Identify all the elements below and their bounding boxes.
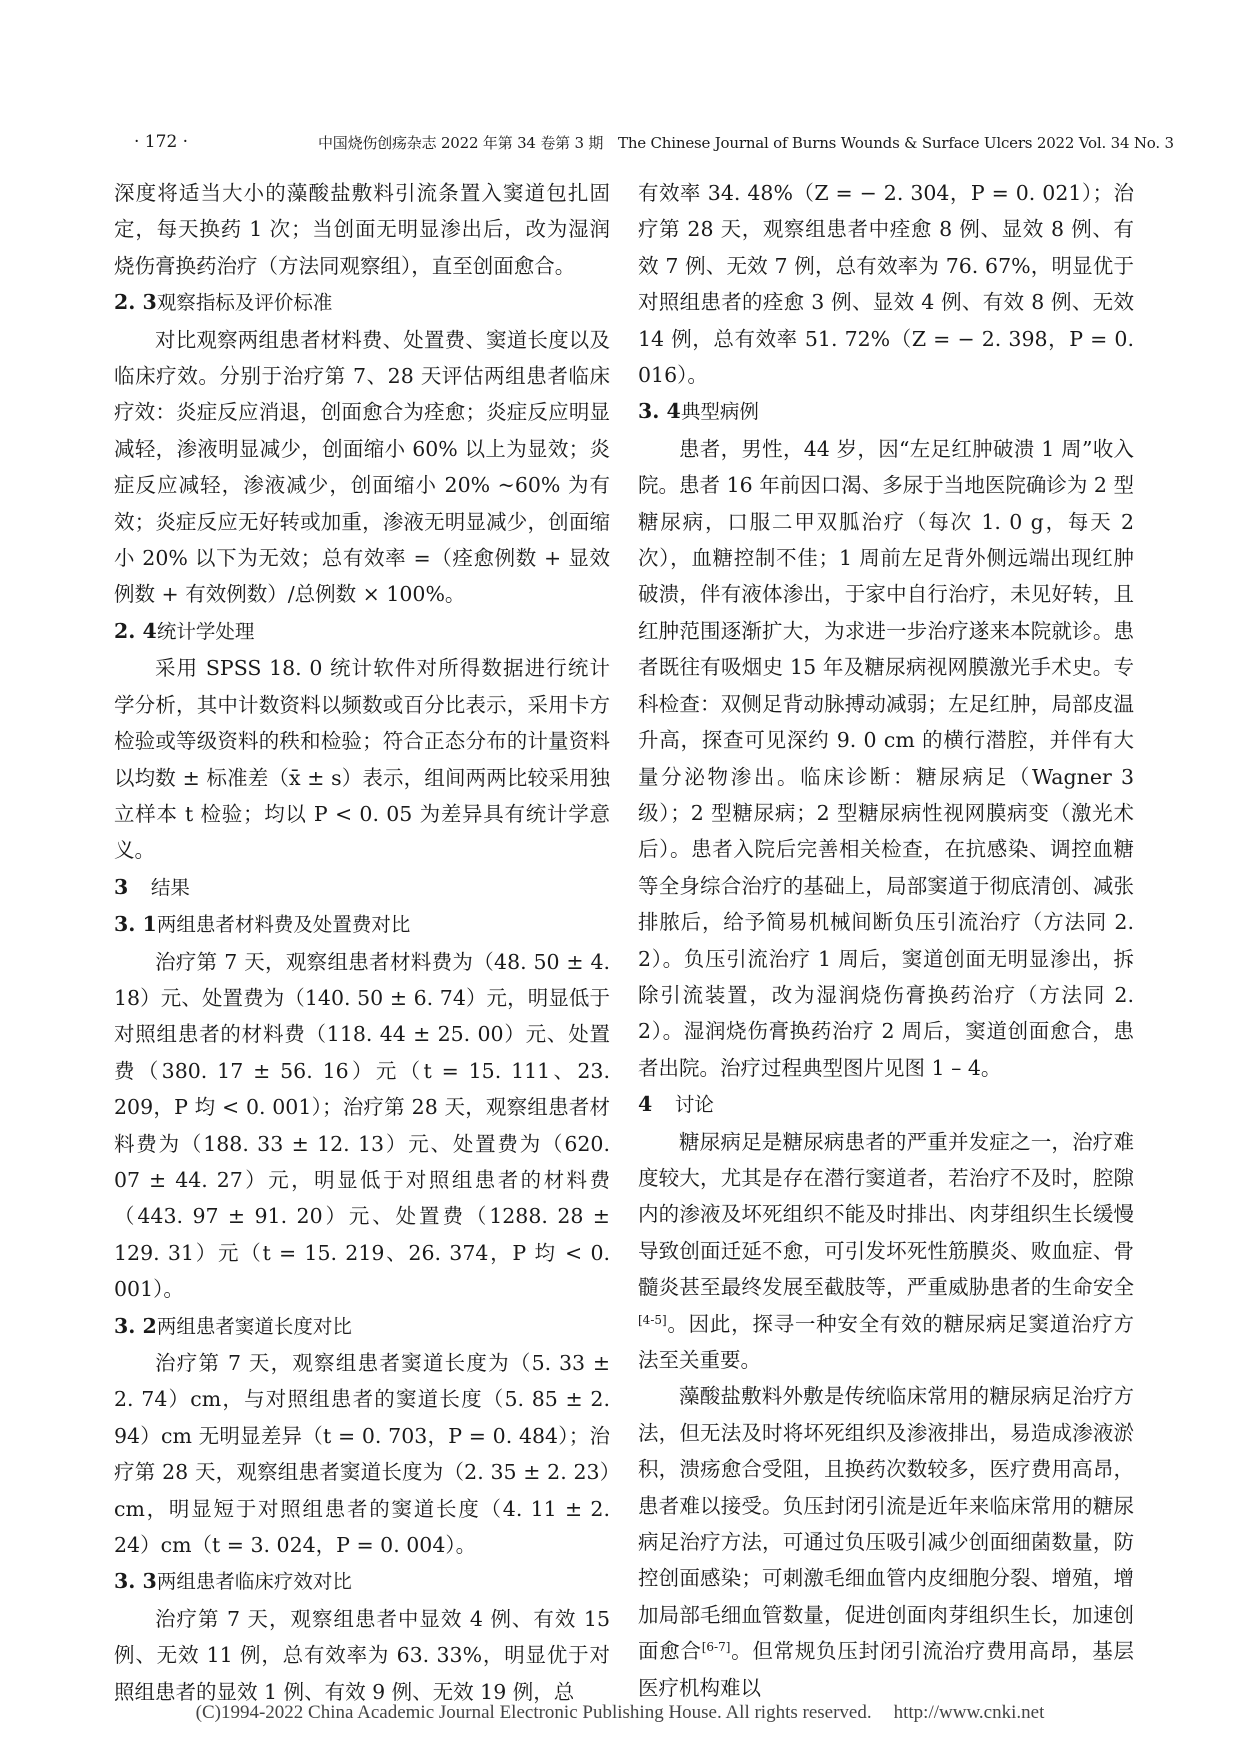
page-number: · 172 · bbox=[134, 132, 189, 152]
section-title: 观察指标及评价标准 bbox=[156, 291, 333, 315]
text-run: 。因此，探寻一种安全有效的糖尿病足窦道治疗方法至关重要。 bbox=[638, 1311, 1134, 1372]
paragraph-case-report: 患者，男性，44 岁，因“左足红肿破溃 1 周”收入院。患者 16 年前因口渴、多尿于当地医院确诊为 2 型糖尿病，口服二甲双胍治疗（每次 1. 0 g，每天 2 次），血糖控制不佳；1 周前左足背外侧远端出现红肿破溃，伴有液体渗出，于家中自行治疗，未见好转，且红肿范围逐渐扩大，为求进一步治疗遂来本院就诊。患者既往有吸烟史 15 年及糖尿病视网膜激光手术史。专科检查：双侧足背动脉搏动减弱；左足红肿，局部皮温升高，探查可见深约 9. 0 cm 的横行潜腔，并伴有大量分泌物渗出。临床诊断：糖尿病足（Wagner 3 级）；2 型糖尿病；2 型糖尿病性视网膜病变（激光术后）。患者入院后完善相关检查，在抗感染、调控血糖等全身综合治疗的基础上，局部窦道于彻底清创、减张排脓后，给予简易机械间断负压引流治疗（方法同 2. 2）。负压引流治疗 1 周后，窦道创面无明显渗出，拆除引流装置，改为湿润烧伤膏换药治疗（方法同 2. 2）。湿润烧伤膏换药治疗 2 周后，窦道创面愈合，患者出院。治疗过程典型图片见图 1 – 4。 bbox=[638, 436, 1134, 1080]
section-heading-2-3 bbox=[114, 284, 610, 321]
paragraph-observation-criteria: 对比观察两组患者材料费、处置费、窦道长度以及临床疗效。分别于治疗第 7、28 天评估两组患者临床疗效：炎症反应消退，创面愈合为痊愈；炎症反应明显减轻，渗液明显减少，创面缩小 60% 以上为显效；炎症反应减轻，渗液减少，创面缩小 20% ~60% 为有效；炎症反应无好转或加重，渗液无明显减少，创面缩小 20% 以下为无效；总有效率 =（痊愈例数 + 显效例数 + 有效例数）/总例数 × 100%。 bbox=[114, 327, 610, 607]
paragraph-continued: 深度将适当大小的藻酸盐敷料引流条置入窦道包扎固定，每天换药 1 次；当创面无明显渗出后，改为湿润烧伤膏换药治疗（方法同观察组），直至创面愈合。 bbox=[114, 181, 610, 278]
section-heading-3-3 bbox=[114, 1563, 610, 1600]
text-run: 糖尿病足是糖尿病患者的严重并发症之一，治疗难度较大，尤其是存在潜行窦道者，若治疗不及时，腔隙内的渗液及坏死组织不能及时排出、肉芽组织生长缓慢导致创面迁延不愈，可引发坏死性筋膜炎、败血症、骨髓炎甚至最终发展至截肢等，严重威胁患者的生命安全 bbox=[638, 1129, 1134, 1300]
section-number: 3. 1 bbox=[114, 912, 157, 937]
paragraph-discussion-1 bbox=[638, 1124, 1134, 1379]
text-run: 。但常规负压封闭引流治疗费用高昂，基层医疗机构难以 bbox=[638, 1639, 1135, 1700]
section-number: 3. 2 bbox=[114, 1313, 157, 1338]
section-title: 统计学处理 bbox=[156, 619, 255, 643]
cnki-link[interactable]: http://www.cnki.net bbox=[893, 1702, 1045, 1723]
section-heading-3-1 bbox=[114, 906, 610, 943]
journal-citation: 中国烧伤创疡杂志 2022 年第 34 卷第 3 期 The Chinese Journal of Burns Wounds & Surface Ulcers 2022 Vol. 34 No. 3 bbox=[318, 134, 1174, 152]
paragraph-discussion-2 bbox=[638, 1378, 1134, 1706]
section-title: 两组患者材料费及处置费对比 bbox=[156, 913, 411, 937]
right-column bbox=[638, 175, 1134, 1706]
section-number: 3. 3 bbox=[114, 1569, 157, 1594]
text-run: 藻酸盐敷料外敷是传统临床常用的糖尿病足治疗方法，但无法及时将坏死组织及渗液排出，易造成渗液淤积，溃疡愈合受阻，且换药次数较多，医疗费用高昂，患者难以接受。负压封闭引流是近年来临床常用的糖尿病足治疗方法，可通过负压吸引减少创面细菌数量，防控创面感染；可刺激毛细血管内皮细胞分裂、增殖，增加局部毛细血管数量，促进创面肉芽组织生长，加速创面愈合 bbox=[638, 1384, 1134, 1664]
section-title: 两组患者临床疗效对比 bbox=[156, 1570, 352, 1594]
copyright-footer bbox=[0, 1702, 1240, 1724]
section-title: 两组患者窦道长度对比 bbox=[156, 1314, 352, 1338]
section-heading-3 bbox=[114, 869, 610, 906]
paragraph-sinus-length: 治疗第 7 天，观察组患者窦道长度为（5. 33 ± 2. 74）cm，与对照组患者的窦道长度（5. 85 ± 2. 94）cm 无明显差异（t = 0. 703，P = 0. 484）；治疗第 28 天，观察组患者窦道长度为（2. 35 ± 2. 23）cm，明显短于对照组患者的窦道长度（4. 11 ± 2. 24）cm（t = 3. 024，P = 0. 004）。 bbox=[114, 1351, 610, 1558]
citation-ref[interactable]: [4-5] bbox=[638, 1312, 667, 1327]
section-number: 2. 4 bbox=[114, 618, 157, 643]
section-number: 3. 4 bbox=[638, 399, 681, 424]
left-column bbox=[114, 175, 610, 1710]
paragraph-continued: 有效率 34. 48%（Z = − 2. 304，P = 0. 021）；治疗第 28 天，观察组患者中痊愈 8 例、显效 8 例、有效 7 例、无效 7 例，总有效率为 76. 67%，明显优于对照组患者的痊愈 3 例、显效 4 例、有效 8 例、无效 14 例，总有效率 51. 72%（Z = − 2. 398，P = 0. 016）。 bbox=[638, 181, 1134, 388]
section-heading-3-2 bbox=[114, 1308, 610, 1345]
paragraph-costs: 治疗第 7 天，观察组患者材料费为（48. 50 ± 4. 18）元、处置费为（140. 50 ± 6. 74）元，明显低于对照组患者的材料费（118. 44 ± 25. 00）元、处置费（380. 17 ± 56. 16）元（t = 15. 111、23. 209，P 均 < 0. 001）；治疗第 28 天，观察组患者材料费为（188. 33 ± 12. 13）元、处置费为（620. 07 ± 44. 27）元，明显低于对照组患者的材料费（443. 97 ± 91. 20）元、处置费（1288. 28 ± 129. 31）元（t = 15. 219、26. 374，P 均 < 0. 001）。 bbox=[114, 949, 610, 1302]
section-title: 典型病例 bbox=[680, 400, 759, 424]
paragraph-statistics: 采用 SPSS 18. 0 统计软件对所得数据进行统计学分析，其中计数资料以频数或百分比表示，采用卡方检验或等级资料的秩和检验；符合正态分布的计量资料以均数 ± 标准差（x̄ ± s）表示，组间两两比较采用独立样本 t 检验；均以 P < 0. 05 为差异具有统计学意义。 bbox=[114, 656, 610, 863]
citation-ref[interactable]: [6-7] bbox=[701, 1640, 731, 1655]
section-heading-3-4 bbox=[638, 393, 1134, 430]
section-heading-4 bbox=[638, 1086, 1134, 1123]
section-number: 2. 3 bbox=[114, 290, 157, 315]
running-header bbox=[112, 132, 1174, 162]
section-number: 3 bbox=[114, 874, 129, 899]
section-heading-2-4 bbox=[114, 613, 610, 650]
section-number: 4 bbox=[638, 1092, 653, 1117]
copyright-text: (C)1994-2022 China Academic Journal Electronic Publishing House. All rights reserved. bbox=[195, 1702, 872, 1723]
section-title: 讨论 bbox=[674, 1093, 714, 1117]
paragraph-efficacy: 治疗第 7 天，观察组患者中显效 4 例、有效 15 例、无效 11 例，总有效率为 63. 33%，明显优于对照组患者的显效 1 例、有效 9 例、无效 19 例，总 bbox=[114, 1606, 610, 1704]
section-title: 结果 bbox=[150, 875, 190, 899]
